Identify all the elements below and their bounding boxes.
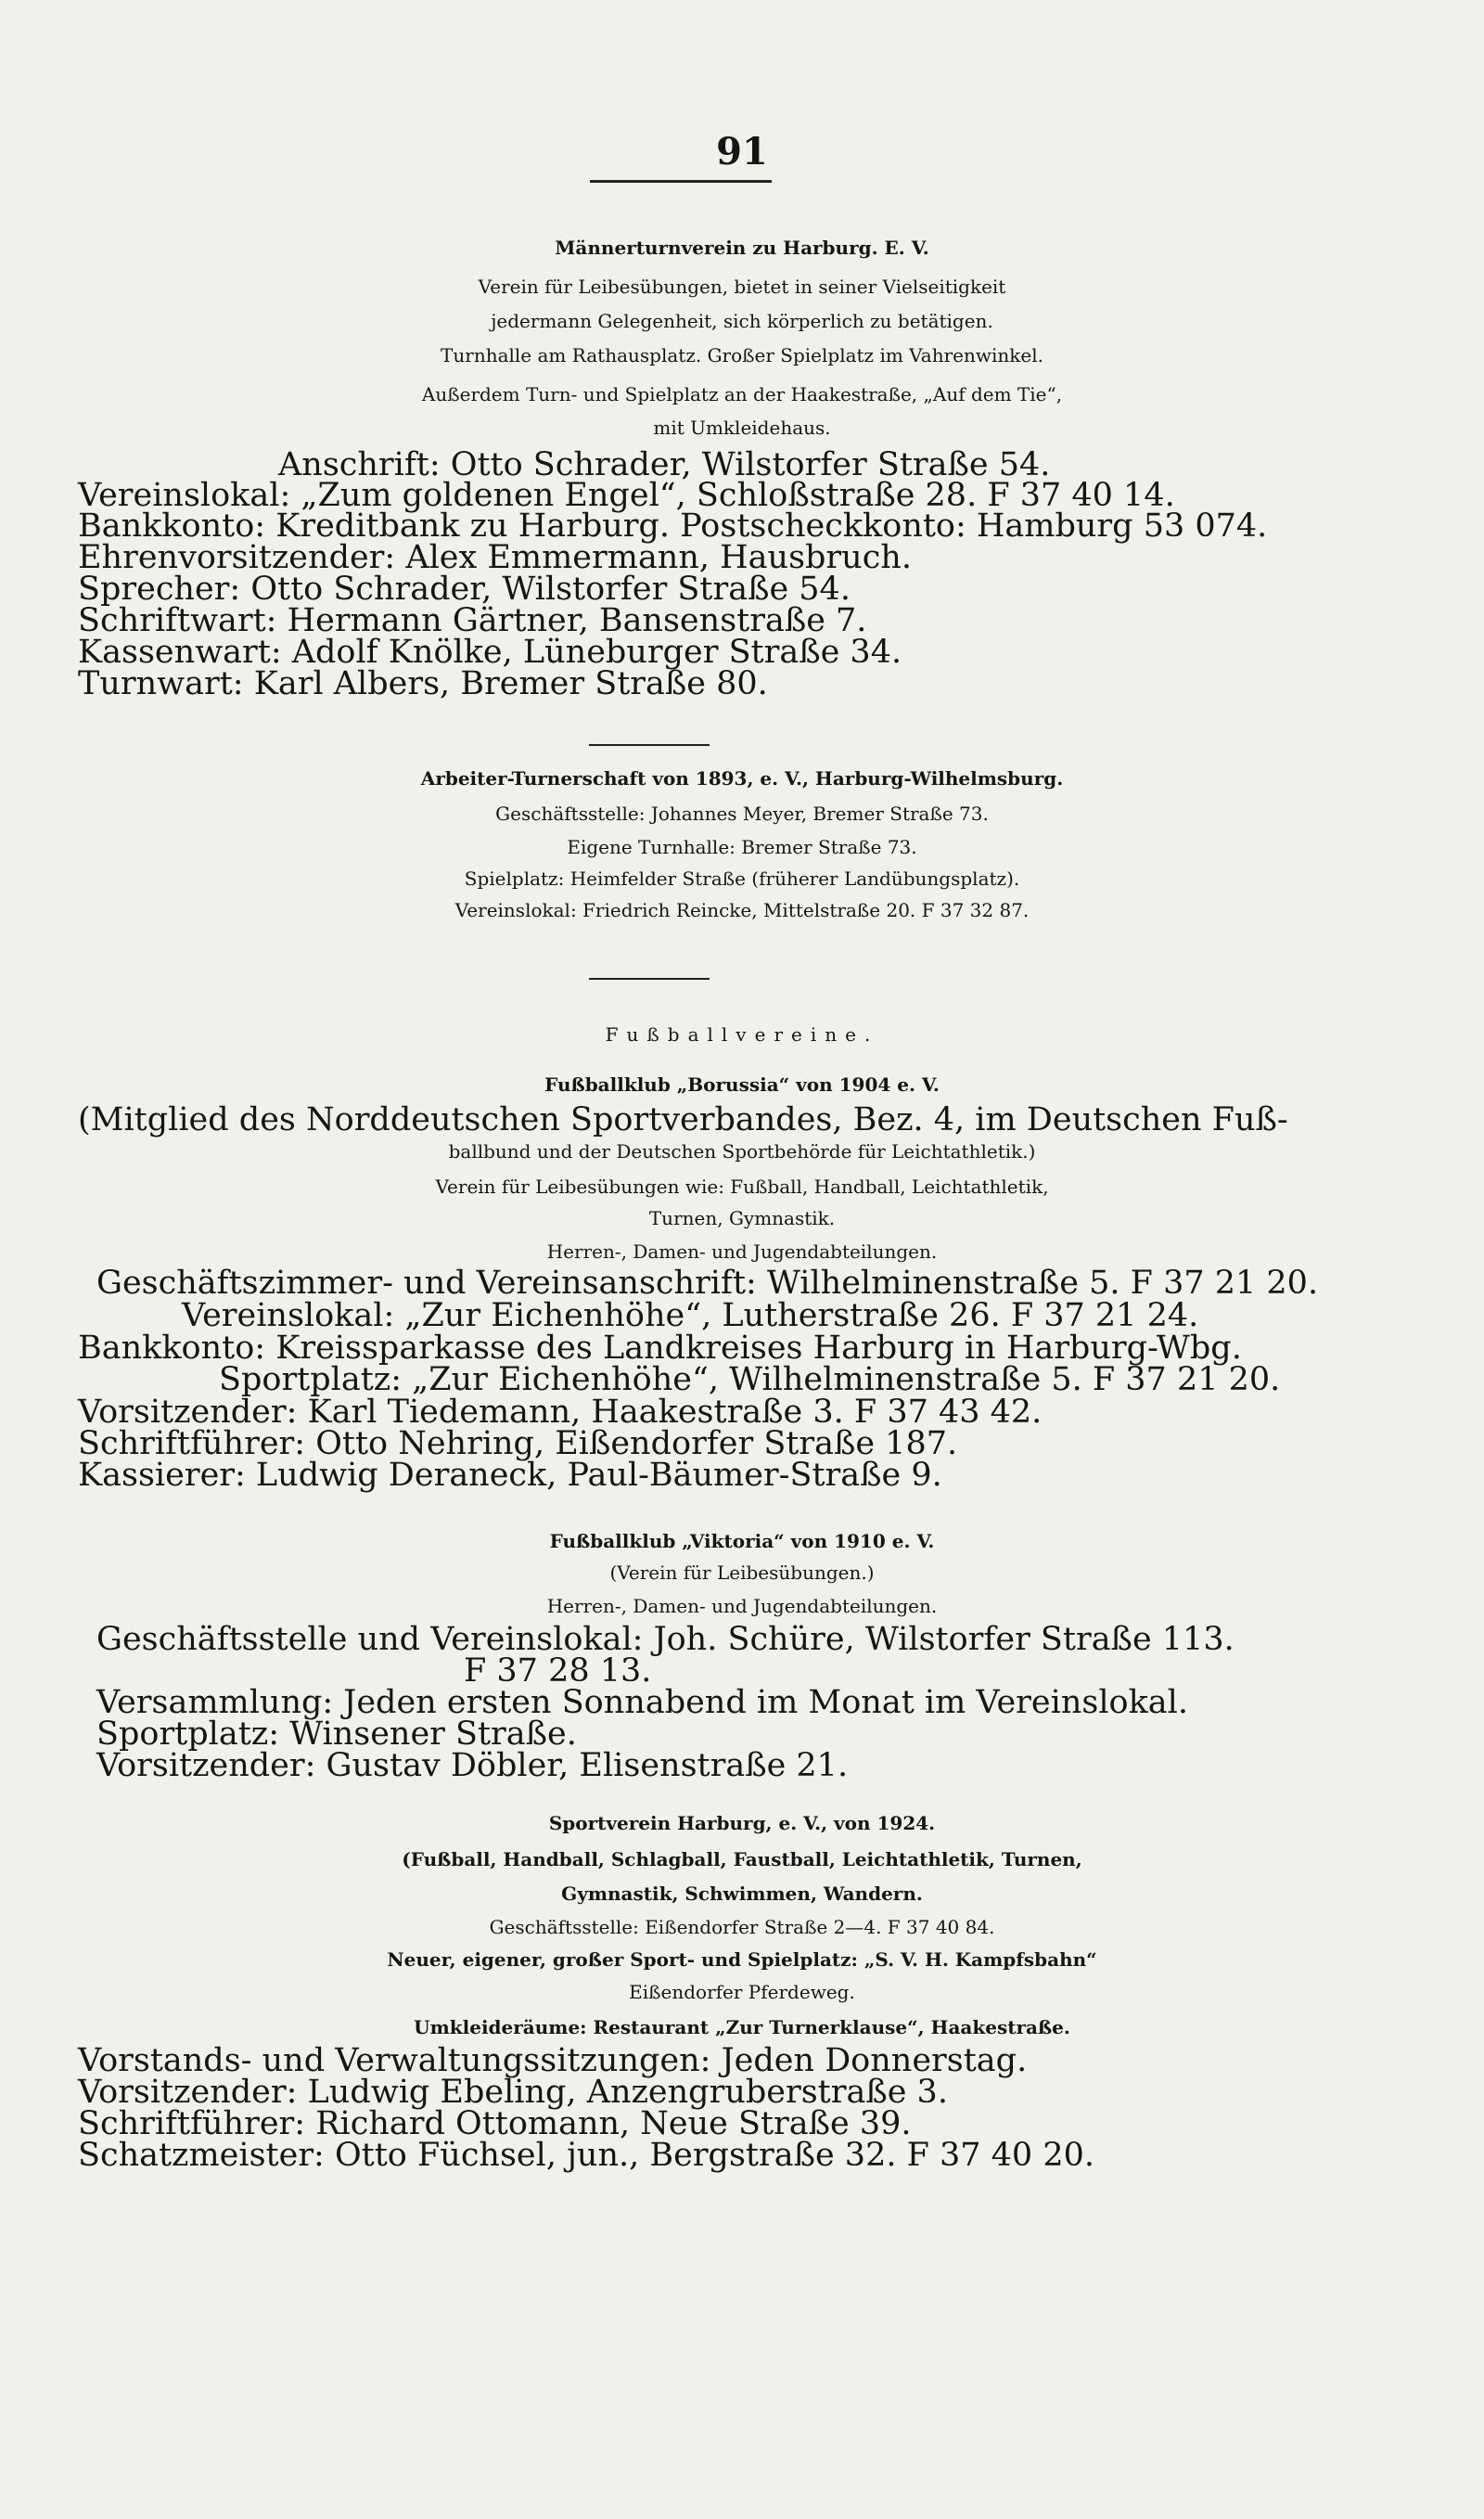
category-heading: Fußballvereine. [605, 1023, 879, 1046]
text-line: Vorstands- und Verwaltungssitzungen: Jeden Donnerstag. [78, 2042, 1028, 2079]
text-line: (Verein für Leibesübungen.) [609, 1562, 875, 1584]
text-line: Sportplatz: Winsener Straße. [96, 1716, 577, 1753]
text-line: Schriftführer: Richard Ottomann, Neue Straße 39. [78, 2105, 912, 2142]
text-line: Vereinslokal: Friedrich Reincke, Mittelstraße 20. F 37 32 87. [454, 899, 1030, 921]
text-line: Herren-, Damen- und Jugendabteilungen. [546, 1595, 938, 1617]
text-line: Geschäftsstelle: Eißendorfer Straße 2—4. F 37 40 84. [489, 1916, 995, 1938]
text-line: Sprecher: Otto Schrader, Wilstorfer Straße 54. [78, 571, 851, 608]
text-line: mit Umkleidehaus. [653, 417, 831, 439]
text-line: Ehrenvorsitzender: Alex Emmermann, Hausbruch. [78, 539, 912, 576]
section-title: Arbeiter-Turnerschaft von 1893, e. V., Harburg-Wilhelmsburg. [420, 767, 1064, 790]
text-line: Geschäftsstelle und Vereinslokal: Joh. Schüre, Wilstorfer Straße 113. [96, 1621, 1235, 1658]
text-line: Vorsitzender: Karl Tiedemann, Haakestraße 3. F 37 43 42. [78, 1394, 1043, 1431]
page-number: 91 [716, 130, 768, 174]
text-line: Vereinslokal: „Zum goldenen Engel“, Schloßstraße 28. F 37 40 14. [78, 477, 1175, 514]
text-line: Spielplatz: Heimfelder Straße (früherer Landübungsplatz). [464, 868, 1020, 890]
text-line: Eißendorfer Pferdeweg. [629, 1981, 855, 2003]
text-line: Umkleideräume: Restaurant „Zur Turnerklause“, Haakestraße. [414, 2016, 1070, 2038]
text-line: Vereinslokal: „Zur Eichenhöhe“, Lutherstraße 26. F 37 21 24. [182, 1297, 1199, 1334]
text-line: Versammlung: Jeden ersten Sonnabend im Monat im Vereinslokal. [96, 1684, 1188, 1721]
text-line: Gymnastik, Schwimmen, Wandern. [561, 1883, 923, 1905]
text-line: Vorsitzender: Gustav Döbler, Elisenstraße 21. [96, 1747, 849, 1784]
text-line: ballbund und der Deutschen Sportbehörde für Leichtathletik.) [448, 1140, 1036, 1163]
text-line: Schriftführer: Otto Nehring, Eißendorfer Straße 187. [78, 1425, 958, 1462]
text-line: Sportplatz: „Zur Eichenhöhe“, Wilhelminenstraße 5. F 37 21 20. [219, 1361, 1281, 1398]
text-line: (Fußball, Handball, Schlagball, Faustball, Leichtathletik, Turnen, [402, 1848, 1082, 1870]
text-line: Bankkonto: Kreissparkasse des Landkreises Harburg in Harburg-Wbg. [78, 1330, 1242, 1367]
section-title: Fußballklub „Borussia“ von 1904 e. V. [544, 1073, 940, 1096]
text-line: Schatzmeister: Otto Füchsel, jun., Bergstraße 32. F 37 40 20. [78, 2137, 1094, 2174]
text-line: Turnen, Gymnastik. [648, 1207, 836, 1229]
text-line: Vorsitzender: Ludwig Ebeling, Anzengruberstraße 3. [78, 2074, 948, 2111]
page-number-rule [590, 180, 772, 183]
text-line: Geschäftszimmer- und Vereinsanschrift: Wilhelminenstraße 5. F 37 21 20. [96, 1265, 1319, 1302]
text-line: jedermann Gelegenheit, sich körperlich zu betätigen. [491, 310, 993, 332]
section-divider [589, 978, 710, 980]
text-line: Verein für Leibesübungen, bietet in seiner Vielseitigkeit [478, 276, 1006, 298]
text-line: (Mitglied des Norddeutschen Sportverbandes, Bez. 4, im Deutschen Fuß- [78, 1101, 1288, 1138]
text-line: Turnhalle am Rathausplatz. Großer Spielplatz im Vahrenwinkel. [441, 344, 1043, 366]
text-line: Herren-, Damen- und Jugendabteilungen. [546, 1240, 938, 1263]
text-line: Verein für Leibesübungen wie: Fußball, Handball, Leichtathletik, [435, 1176, 1049, 1198]
text-line: Kassenwart: Adolf Knölke, Lüneburger Straße 34. [78, 634, 902, 671]
text-line: Geschäftsstelle: Johannes Meyer, Bremer Straße 73. [495, 803, 989, 825]
text-line: Schriftwart: Hermann Gärtner, Bansenstraße 7. [78, 602, 867, 639]
text-line: Bankkonto: Kreditbank zu Harburg. Postscheckkonto: Hamburg 53 074. [78, 508, 1268, 545]
text-line: Turnwart: Karl Albers, Bremer Straße 80. [78, 665, 768, 702]
section-title: Fußballklub „Viktoria“ von 1910 e. V. [549, 1530, 935, 1552]
text-line: F 37 28 13. [464, 1652, 652, 1690]
text-line: Eigene Turnhalle: Bremer Straße 73. [567, 836, 917, 858]
section-title: Sportverein Harburg, e. V., von 1924. [548, 1812, 936, 1834]
section-divider [589, 744, 710, 746]
text-line: Neuer, eigener, großer Sport- und Spielplatz: „S. V. H. Kampfsbahn“ [387, 1948, 1097, 1971]
section-title: Männerturnverein zu Harburg. E. V. [555, 237, 929, 259]
text-line: Außerdem Turn- und Spielplatz an der Haakestraße, „Auf dem Tie“, [421, 383, 1063, 405]
text-line: Kassierer: Ludwig Deraneck, Paul-Bäumer-Straße 9. [78, 1457, 942, 1494]
text-line: Anschrift: Otto Schrader, Wilstorfer Straße 54. [278, 446, 1051, 483]
